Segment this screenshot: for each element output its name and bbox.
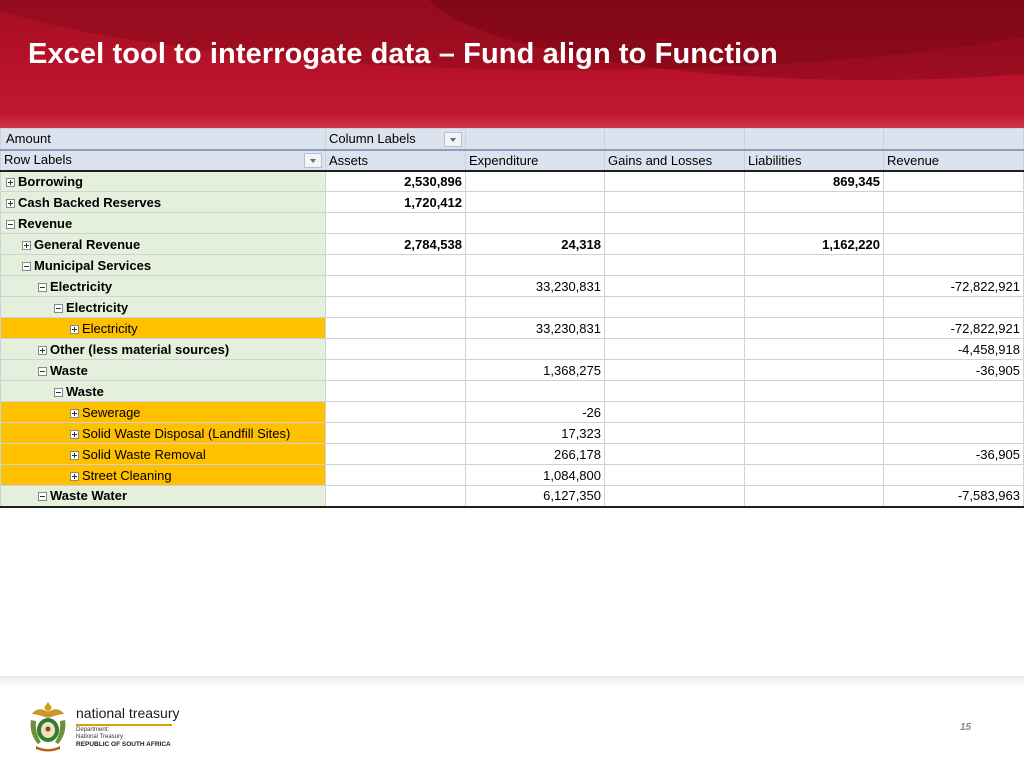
table-row — [1, 255, 1024, 276]
table-row — [1, 192, 1024, 213]
row-label[interactable] — [1, 486, 326, 507]
cell-expenditure: 6,127,350 — [466, 486, 605, 507]
cell-assets — [326, 381, 466, 402]
brand-underline — [76, 724, 172, 726]
cell-expenditure — [466, 297, 605, 318]
cell-expenditure: -26 — [466, 402, 605, 423]
row-label[interactable] — [1, 276, 326, 297]
cell-revenue — [884, 423, 1024, 444]
cell-revenue: -4,458,918 — [884, 339, 1024, 360]
cell-liabilities — [745, 381, 884, 402]
national-treasury-logo — [26, 700, 226, 754]
pivot-table — [0, 128, 1024, 508]
cell-revenue — [884, 255, 1024, 276]
row-label-text: Solid Waste Disposal (Landfill Sites) — [82, 425, 291, 441]
plus-box-icon[interactable] — [22, 241, 31, 250]
table-row — [1, 234, 1024, 255]
row-label-text: General Revenue — [34, 236, 141, 252]
pivot-corner-label: Amount — [1, 129, 326, 150]
header-blank — [745, 129, 884, 150]
column-header-assets: Assets — [326, 150, 466, 171]
cell-revenue — [884, 297, 1024, 318]
header-blank — [605, 129, 745, 150]
plus-box-icon[interactable] — [70, 430, 79, 439]
cell-expenditure: 24,318 — [466, 234, 605, 255]
row-labels-caption: Row Labels — [4, 152, 72, 167]
row-label[interactable] — [1, 171, 326, 192]
row-label[interactable] — [1, 255, 326, 276]
row-label[interactable] — [1, 423, 326, 444]
cell-revenue: -72,822,921 — [884, 276, 1024, 297]
row-label[interactable] — [1, 213, 326, 234]
cell-expenditure: 1,368,275 — [466, 360, 605, 381]
table-row — [1, 213, 1024, 234]
cell-revenue: -7,583,963 — [884, 486, 1024, 507]
cell-revenue — [884, 171, 1024, 192]
plus-box-icon[interactable] — [38, 346, 47, 355]
brand-name: national treasury — [76, 705, 180, 721]
table-row — [1, 171, 1024, 192]
cell-liabilities: 869,345 — [745, 171, 884, 192]
table-row — [1, 297, 1024, 318]
cell-gains-and-losses — [605, 402, 745, 423]
cell-assets — [326, 213, 466, 234]
cell-revenue — [884, 465, 1024, 486]
cell-gains-and-losses — [605, 465, 745, 486]
cell-liabilities — [745, 360, 884, 381]
row-label-text: Cash Backed Reserves — [18, 194, 162, 210]
column-header-revenue: Revenue — [884, 150, 1024, 171]
row-labels-filter[interactable] — [1, 150, 326, 171]
dept-line-2: National Treasury — [76, 734, 124, 740]
cell-gains-and-losses — [605, 486, 745, 507]
cell-liabilities — [745, 255, 884, 276]
row-label-text: Borrowing — [18, 173, 83, 189]
cell-gains-and-losses — [605, 276, 745, 297]
cell-gains-and-losses — [605, 234, 745, 255]
cell-liabilities — [745, 192, 884, 213]
dept-line-1: Department: — [76, 727, 110, 733]
banner-shine — [0, 114, 1024, 128]
dropdown-arrow-icon[interactable] — [304, 153, 322, 168]
row-label-text: Other (less material sources) — [50, 341, 230, 357]
pivot-column-header-row — [1, 150, 1024, 171]
table-row — [1, 276, 1024, 297]
plus-box-icon[interactable] — [6, 178, 15, 187]
cell-gains-and-losses — [605, 381, 745, 402]
cell-expenditure: 266,178 — [466, 444, 605, 465]
row-label-text: Municipal Services — [34, 257, 152, 273]
cell-liabilities — [745, 297, 884, 318]
cell-assets — [326, 486, 466, 507]
cell-liabilities — [745, 486, 884, 507]
plus-box-icon[interactable] — [70, 472, 79, 481]
header-blank — [884, 129, 1024, 150]
cell-expenditure: 17,323 — [466, 423, 605, 444]
row-label-text: Solid Waste Removal — [82, 446, 206, 462]
row-label[interactable] — [1, 318, 326, 339]
cell-assets: 2,530,896 — [326, 171, 466, 192]
cell-gains-and-losses — [605, 318, 745, 339]
table-row — [1, 339, 1024, 360]
row-label-text: Revenue — [18, 215, 73, 231]
page-number: 15 — [960, 722, 972, 733]
cell-assets — [326, 297, 466, 318]
row-label-text: Sewerage — [82, 404, 141, 420]
minus-box-icon[interactable] — [38, 367, 47, 376]
row-label[interactable] — [1, 360, 326, 381]
cell-liabilities — [745, 465, 884, 486]
cell-assets — [326, 339, 466, 360]
row-label-text: Waste — [66, 383, 104, 399]
column-header-expenditure: Expenditure — [466, 150, 605, 171]
table-row — [1, 444, 1024, 465]
cell-liabilities — [745, 318, 884, 339]
country-name: REPUBLIC OF SOUTH AFRICA — [76, 741, 171, 748]
plus-box-icon[interactable] — [70, 451, 79, 460]
cell-revenue — [884, 381, 1024, 402]
row-label[interactable] — [1, 297, 326, 318]
minus-box-icon[interactable] — [22, 262, 31, 271]
table-row — [1, 486, 1024, 507]
cell-liabilities — [745, 423, 884, 444]
minus-box-icon[interactable] — [38, 492, 47, 501]
cell-revenue — [884, 234, 1024, 255]
cell-revenue: -36,905 — [884, 360, 1024, 381]
cell-assets — [326, 402, 466, 423]
table-row — [1, 360, 1024, 381]
row-label[interactable] — [1, 381, 326, 402]
cell-gains-and-losses — [605, 213, 745, 234]
cell-assets — [326, 423, 466, 444]
table-row — [1, 402, 1024, 423]
cell-revenue — [884, 402, 1024, 423]
cell-liabilities — [745, 339, 884, 360]
row-label[interactable] — [1, 339, 326, 360]
table-row — [1, 318, 1024, 339]
cell-assets: 2,784,538 — [326, 234, 466, 255]
minus-box-icon[interactable] — [54, 388, 63, 397]
cell-expenditure: 33,230,831 — [466, 276, 605, 297]
row-label[interactable] — [1, 465, 326, 486]
minus-box-icon[interactable] — [54, 304, 63, 313]
table-row — [1, 381, 1024, 402]
cell-gains-and-losses — [605, 444, 745, 465]
row-label-text: Street Cleaning — [82, 467, 172, 483]
cell-expenditure: 33,230,831 — [466, 318, 605, 339]
cell-revenue: -36,905 — [884, 444, 1024, 465]
cell-expenditure — [466, 171, 605, 192]
column-labels-filter[interactable] — [326, 129, 466, 150]
plus-box-icon[interactable] — [70, 409, 79, 418]
cell-gains-and-losses — [605, 171, 745, 192]
cell-liabilities — [745, 402, 884, 423]
row-label-text: Electricity — [82, 320, 138, 336]
row-label-text: Waste — [50, 362, 88, 378]
header-blank — [466, 129, 605, 150]
plus-box-icon[interactable] — [6, 199, 15, 208]
cell-assets: 1,720,412 — [326, 192, 466, 213]
cell-revenue: -72,822,921 — [884, 318, 1024, 339]
slide-title: Excel tool to interrogate data – Fund align to Function — [28, 38, 778, 70]
cell-liabilities — [745, 276, 884, 297]
cell-gains-and-losses — [605, 423, 745, 444]
plus-box-icon[interactable] — [70, 325, 79, 334]
cell-expenditure — [466, 339, 605, 360]
minus-box-icon[interactable] — [38, 283, 47, 292]
cell-gains-and-losses — [605, 192, 745, 213]
coat-of-arms-icon — [26, 700, 70, 754]
row-label-text: Waste Water — [50, 488, 128, 504]
cell-gains-and-losses — [605, 339, 745, 360]
cell-assets — [326, 318, 466, 339]
cell-liabilities — [745, 213, 884, 234]
table-row — [1, 465, 1024, 486]
title-banner — [0, 0, 1024, 128]
cell-expenditure: 1,084,800 — [466, 465, 605, 486]
cell-expenditure — [466, 381, 605, 402]
row-label-text: Electricity — [66, 299, 129, 315]
table-row — [1, 423, 1024, 444]
cell-expenditure — [466, 192, 605, 213]
column-header-gains-and-losses: Gains and Losses — [605, 150, 745, 171]
cell-assets — [326, 255, 466, 276]
cell-assets — [326, 465, 466, 486]
cell-gains-and-losses — [605, 255, 745, 276]
row-label[interactable] — [1, 234, 326, 255]
pivot-header-row — [1, 129, 1024, 150]
row-label[interactable] — [1, 192, 326, 213]
cell-gains-and-losses — [605, 297, 745, 318]
cell-assets — [326, 276, 466, 297]
cell-assets — [326, 360, 466, 381]
cell-liabilities: 1,162,220 — [745, 234, 884, 255]
cell-revenue — [884, 213, 1024, 234]
cell-revenue — [884, 192, 1024, 213]
cell-liabilities — [745, 444, 884, 465]
dropdown-arrow-icon[interactable] — [444, 132, 462, 147]
column-labels-caption: Column Labels — [329, 130, 416, 146]
minus-box-icon[interactable] — [6, 220, 15, 229]
column-header-liabilities: Liabilities — [745, 150, 884, 171]
cell-expenditure — [466, 213, 605, 234]
row-label[interactable] — [1, 402, 326, 423]
cell-gains-and-losses — [605, 360, 745, 381]
cell-expenditure — [466, 255, 605, 276]
row-label-text: Electricity — [50, 278, 113, 294]
row-label[interactable] — [1, 444, 326, 465]
cell-assets — [326, 444, 466, 465]
